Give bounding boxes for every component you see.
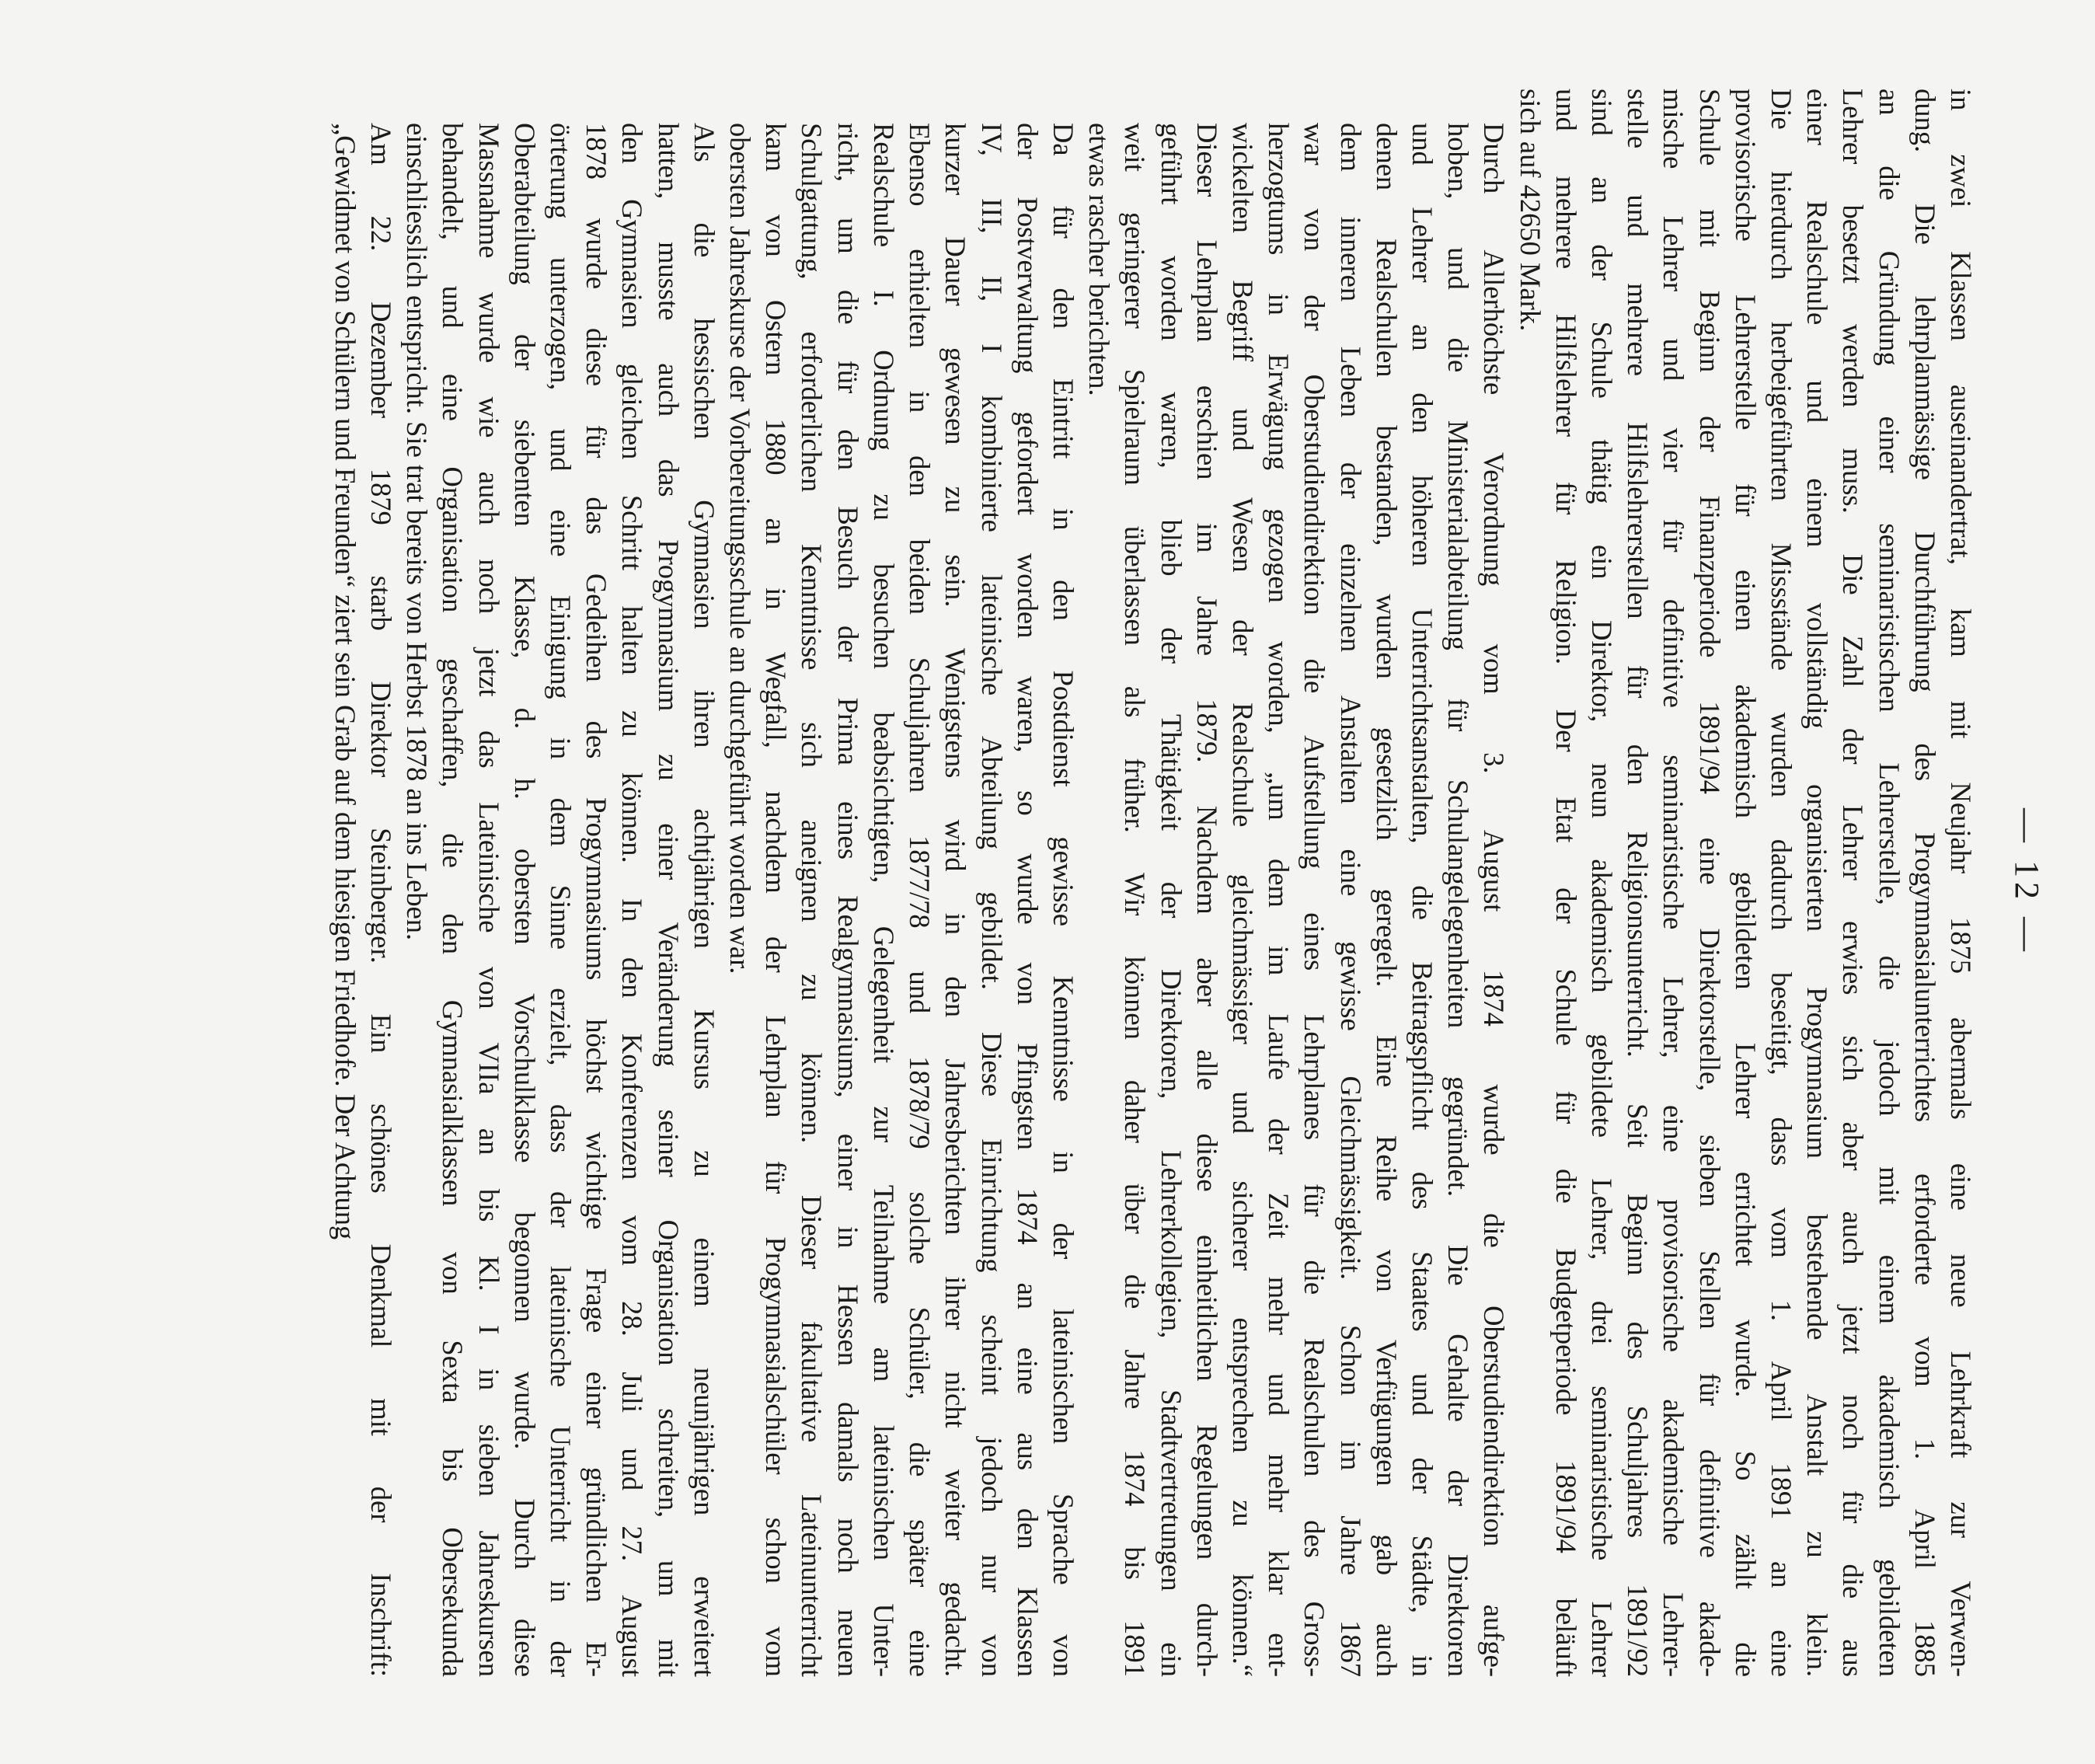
text-line: und Lehrer an den höheren Unterrichtsanstalten, die Beitragspflicht des Staates und der Städte, in [1406, 123, 1438, 1677]
text-line: Am 22. Dezember 1879 starb Direktor Steinberger. Ein schönes Denkmal mit der Inschrift: [365, 123, 398, 1677]
text-line: richt, um die für den Besuch der Prima eines Realgymnasiums, einer in Hessen damals noch neuen [831, 123, 864, 1677]
text-line: mische Lehrer und vier für definitive seminaristische Lehrer, eine provisorische akademische Lehrer- [1658, 89, 1690, 1677]
page-number: — 12 — [2008, 808, 2046, 956]
paragraph [722, 89, 1081, 1677]
text-line: stelle und mehrere Hilfslehrerstellen für den Religionsunterricht. Seit Beginn des Schuljahres 1891/92 [1622, 89, 1654, 1677]
text-line: „Gewidmet von Schülern und Freunden“ ziert sein Grab auf dem hiesigen Friedhofe. Der Achtung [329, 123, 361, 1240]
text-line: örterung unterzogen, und eine Einigung in dem Sinne erzielt, dass der lateinische Unterricht in der [545, 123, 577, 1677]
text-line: sich auf 42650 Mark. [1514, 89, 1546, 332]
text-line: in zwei Klassen auseinandertrat, kam mit Neujahr 1875 abermals eine neue Lehrkraft zur Verwen- [1945, 89, 1977, 1677]
text-line: den Gymnasien gleichen Schritt halten zu können. In den Konferenzen vom 28. Juli und 27. August [616, 123, 649, 1677]
text-line: dung. Die lehrplanmässige Durchführung des Progymnasialunterrichtes erforderte vom 1. April 1885 [1909, 89, 1941, 1677]
text-line: der Postverwaltung gefordert worden waren, so wurde von Pfingsten 1874 an eine aus den Klassen [1011, 123, 1044, 1677]
text-line: hoben, und die Ministerialabteilung für Schulangelegenheiten gegründet. Die Gehalte der Direktoren [1442, 123, 1475, 1677]
text-body [327, 89, 1978, 1677]
text-line: IV, III, II, I kombinierte lateinische Abteilung gebildet. Diese Einrichtung scheint jedoch nur von [975, 123, 1008, 1677]
text-line: Schulgattung, erforderlichen Kenntnisse sich aneignen zu können. Dieser fakultative Lateinunterricht [796, 123, 828, 1677]
text-line: etwas rascher berichten. [1083, 123, 1116, 396]
text-line: Da für den Eintritt in den Postdienst gewisse Kenntnisse in der lateinischen Sprache von [1047, 123, 1079, 1677]
text-line: hatten, musste auch das Progymnasium zu einer Veränderung seiner Organisation schreiten, um mit [652, 123, 685, 1677]
text-line: Massnahme wurde wie auch noch jetzt das Lateinische von VIIa an bis Kl. I in sieben Jahreskursen [472, 123, 505, 1677]
text-line: war von der Oberstudiendirektion die Aufstellung eines Lehrplanes für die Realschulen des Gross- [1298, 123, 1331, 1677]
text-line: Dieser Lehrplan erschien im Jahre 1879. Nachdem aber alle diese einheitlichen Regelungen durch- [1190, 123, 1223, 1677]
text-line: kam von Ostern 1880 an in Wegfall, nachdem der Lehrplan für Progymnasialschüler schon vom [760, 123, 793, 1677]
text-line: Durch Allerhöchste Verordnung vom 3. August 1874 wurde die Oberstudiendirektion aufge- [1478, 123, 1511, 1677]
text-line: wickelten Begriff und Wesen der Realschule gleichmässiger und sicherer entsprechen zu können.“ [1226, 123, 1259, 1677]
text-line: obersten Jahreskurse der Vorbereitungsschule an durchgeführt worden war. [724, 123, 757, 974]
text-line: einschliesslich entspricht. Sie trat bereits von Herbst 1878 an ins Leben. [401, 123, 434, 941]
text-line: sind an der Schule thätig ein Direktor, neun akademisch gebildete Lehrer, drei seminaristische Lehrer [1585, 89, 1618, 1677]
text-line: einer Realschule und einem vollständig organisierten Progymnasium bestehende Anstalt zu klein. [1801, 89, 1834, 1677]
text-line: Schule mit Beginn der Finanzperiode 1891/94 eine Direktorstelle, sieben Stellen für definitive akade- [1693, 89, 1726, 1677]
text-line: Die hierdurch herbeigeführten Missstände wurden dadurch beseitigt, dass vom 1. April 1891 an eine [1765, 89, 1797, 1677]
text-line: kurzer Dauer gewesen zu sein. Wenigstens wird in den Jahresberichten ihrer nicht weiter gedacht. [939, 123, 972, 1677]
text-line: und mehrere Hilfslehrer für Religion. Der Etat der Schule für die Budgetperiode 1891/94 beläuft [1549, 89, 1582, 1677]
text-line: Oberabteilung der siebenten Klasse, d. h. obersten Vorschulklasse begonnen wurde. Durch diese [508, 123, 541, 1677]
text-line: an die Gründung einer seminaristischen Lehrerstelle, die jedoch mit einem akademisch gebildeten [1873, 89, 1905, 1677]
text-line: Ebenso erhielten in den beiden Schuljahren 1877/78 und 1878/79 solche Schüler, die später eine [904, 123, 936, 1677]
paragraph [327, 89, 399, 1677]
text-line: weit geringerer Spielraum überlassen als früher. Wir können daher über die Jahre 1874 bis 1891 [1119, 123, 1152, 1677]
text-line: dem inneren Leben der einzelnen Anstalten eine gewisse Gleichmässigkeit. Schon im Jahre 1867 [1334, 123, 1367, 1677]
paragraph [1511, 89, 1978, 1677]
text-line: Als die hessischen Gymnasien ihren achtjährigen Kursus zu einem neunjährigen erweitert [688, 123, 720, 1677]
text-line: herzogtums in Erwägung gezogen worden, „um dem im Laufe der Zeit mehr und mehr klar ent- [1263, 123, 1295, 1677]
paragraph [1081, 89, 1511, 1677]
text-line: denen Realschulen bestanden, wurden gesetzlich geregelt. Eine Reihe von Verfügungen gab auch [1370, 123, 1403, 1677]
text-line: geführt worden waren, blieb der Thätigkeit der Direktoren, Lehrerkollegien, Stadtvertretungen ein [1155, 123, 1187, 1677]
text-line: Lehrer besetzt werden muss. Die Zahl der Lehrer erwies sich aber auch jetzt noch für die aus [1837, 89, 1870, 1677]
text-line: behandelt, und eine Organisation geschaffen, die den Gymnasialklassen von Sexta bis Obersekunda [437, 123, 469, 1677]
text-line: Realschule I. Ordnung zu besuchen beabsichtigten, Gelegenheit zur Teilnahme am lateinischen Unter- [867, 123, 900, 1677]
text-line: 1878 wurde diese für das Gedeihen des Progymnasiums höchst wichtige Frage einer gründlichen Er- [580, 123, 613, 1677]
paragraph [399, 89, 722, 1677]
text-line: provisorische Lehrerstelle für einen akademisch gebildeten Lehrer errichtet wurde. So zählt die [1729, 89, 1762, 1677]
